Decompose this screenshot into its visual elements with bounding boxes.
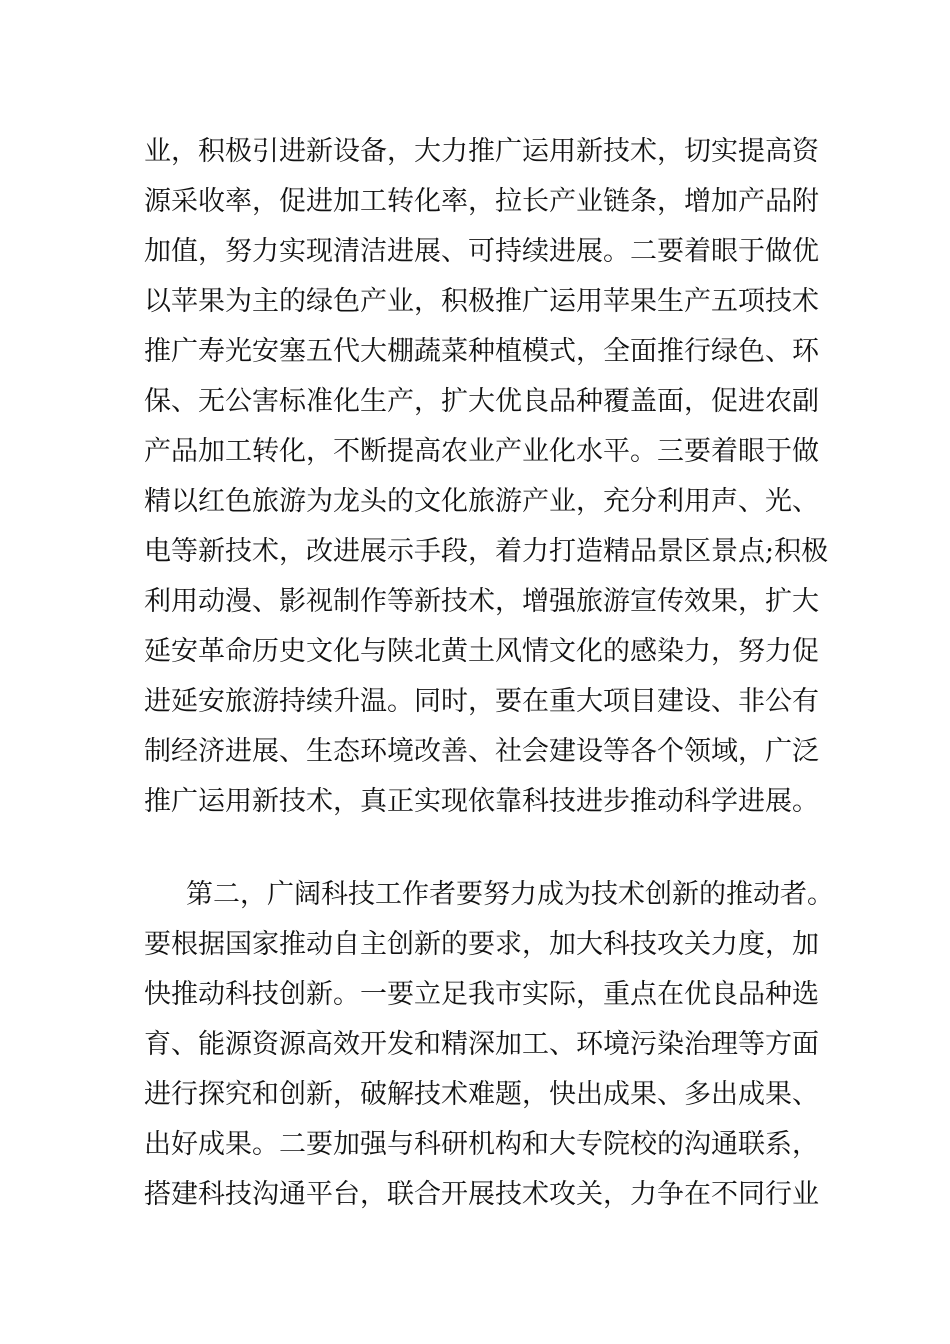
paragraph-line: 电等新技术，改进展示手段，着力打造精品景区景点;积极 [144,536,829,567]
paragraph-line: 要根据国家推动自主创新的要求，加大科技攻关力度，加 [144,929,819,960]
paragraph-line: 搭建科技沟通平台，联合开展技术攻关，力争在不同行业 [144,1179,819,1210]
paragraph-line: 第二，广阔科技工作者要努力成为技术创新的推动者。 [186,879,834,910]
paragraph-line: 加值，努力实现清洁进展、可持续进展。二要着眼于做优 [144,236,819,267]
paragraph-line: 产品加工转化，不断提高农业产业化水平。三要着眼于做 [144,436,819,467]
paragraph-line: 业，积极引进新设备，大力推广运用新技术，切实提高资 [144,136,819,167]
paragraph-line: 快推动科技创新。一要立足我市实际，重点在优良品种选 [144,979,819,1010]
paragraph-line: 利用动漫、影视制作等新技术，增强旅游宣传效果，扩大 [144,586,819,617]
paragraph-line: 源采收率，促进加工转化率，拉长产业链条，增加产品附 [144,186,819,217]
paragraph-line: 进行探究和创新，破解技术难题，快出成果、多出成果、 [144,1079,819,1110]
paragraph-line: 延安革命历史文化与陕北黄土风情文化的感染力，努力促 [144,636,819,667]
paragraph-line: 制经济进展、生态环境改善、社会建设等各个领域，广泛 [144,736,819,767]
paragraph-line: 保、无公害标准化生产，扩大优良品种覆盖面，促进农副 [144,386,819,417]
paragraph-line: 推广寿光安塞五代大棚蔬菜种植模式，全面推行绿色、环 [144,336,819,367]
paragraph-line: 出好成果。二要加强与科研机构和大专院校的沟通联系， [144,1129,819,1160]
paragraph-line: 育、能源资源高效开发和精深加工、环境污染治理等方面 [144,1029,819,1060]
paragraph-line: 以苹果为主的绿色产业，积极推广运用苹果生产五项技术 [144,286,819,317]
paragraph-line: 进延安旅游持续升温。同时，要在重大项目建设、非公有 [144,686,819,717]
paragraph-line: 精以红色旅游为龙头的文化旅游产业，充分利用声、光、 [144,486,819,517]
paragraph-line: 推广运用新技术，真正实现依靠科技进步推动科学进展。 [144,786,819,817]
